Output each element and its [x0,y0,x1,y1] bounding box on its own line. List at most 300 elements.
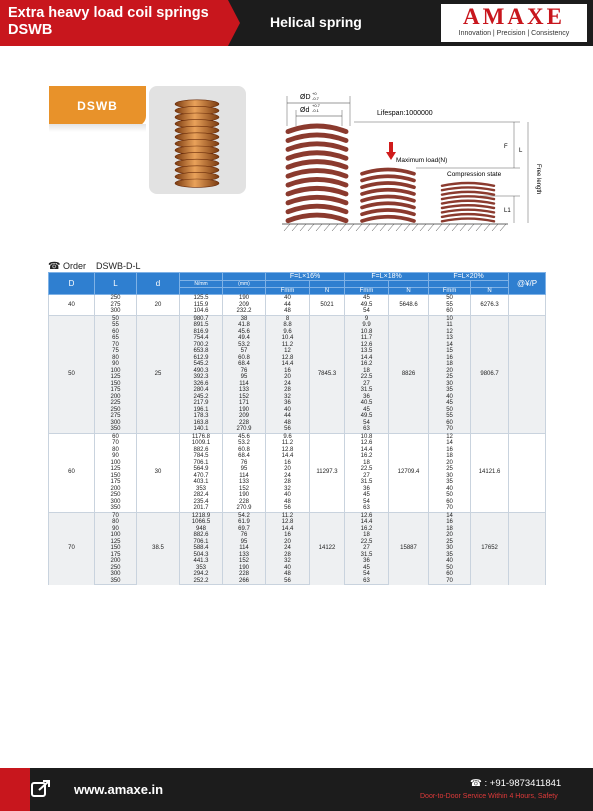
cell-fmm-18: 63 [345,505,389,512]
cell-length: 275 [95,413,137,420]
cell-length: 70 [95,512,137,519]
cell-max-deflection: 53.2 [223,342,266,349]
cell-fmm-20: 16 [429,355,471,362]
cell-length: 300 [95,571,137,578]
cell-fmm-20: 55 [429,413,471,420]
cell-fmm-16: 16 [266,460,310,467]
cell-spring-rate: 1218.9 [180,512,223,519]
cell-fmm-16: 24 [266,545,310,552]
cell-spring-rate: 245.2 [180,394,223,401]
cell-fmm-18: 9 [345,315,389,322]
cell-inner-diameter: 25 [137,315,180,433]
coil-turn [288,126,346,132]
cell-length: 75 [95,348,137,355]
cell-length: 150 [95,545,137,552]
cell-n-18: 15887 [389,512,429,585]
id-tol-top: +0.7 [312,103,320,108]
cell-inner-diameter: 30 [137,433,180,512]
col-header-n-20: N [471,288,509,295]
cell-fmm-18: 14.4 [345,355,389,362]
load-arrow-icon [386,142,396,160]
cell-max-deflection: 270.9 [223,426,266,433]
cell-max-deflection: 228 [223,499,266,506]
cell-fmm-16: 9.6 [266,433,310,440]
cell-fmm-20: 40 [429,558,471,565]
cell-max-deflection: 190 [223,492,266,499]
cell-fmm-16: 28 [266,387,310,394]
cell-fmm-18: 9.9 [345,322,389,329]
coil-turn [288,153,346,159]
cell-length: 300 [95,308,137,315]
od-tol-top: +0 [312,91,317,96]
cell-fmm-16: 32 [266,558,310,565]
cell-spring-rate: 653.8 [180,348,223,355]
cell-n-18: 5648.6 [389,295,429,316]
cell-fmm-20: 70 [429,578,471,585]
coil-turn [442,187,494,190]
page-footer [0,768,593,811]
cell-fmm-20: 18 [429,526,471,533]
footer-accent [0,768,30,811]
page-subtitle: Helical spring [270,14,362,30]
cell-fmm-18: 12.6 [345,342,389,349]
cell-max-deflection: 152 [223,558,266,565]
cell-max-deflection: 171 [223,400,266,407]
cell-fmm-20: 18 [429,453,471,460]
cell-fmm-20: 50 [429,295,471,302]
cell-fmm-20: 25 [429,539,471,546]
col-header-mm: (mm) [223,281,266,288]
cell-fmm-18: 18 [345,368,389,375]
cell-fmm-16: 11.2 [266,342,310,349]
cell-length: 90 [95,453,137,460]
cell-length: 150 [95,473,137,480]
cell-spring-rate: 784.5 [180,453,223,460]
cell-fmm-20: 14 [429,440,471,447]
compression-label: Compression state [447,171,502,178]
cell-fmm-20: 12 [429,433,471,440]
cell-fmm-16: 40 [266,492,310,499]
badge-shadow [49,124,146,132]
cell-fmm-18: 16.2 [345,453,389,460]
cell-fmm-16: 40 [266,295,310,302]
cell-fmm-20: 20 [429,368,471,375]
cell-n-16: 11297.3 [310,433,345,512]
cell-max-deflection: 190 [223,407,266,414]
cell-max-deflection: 53.2 [223,440,266,447]
cell-price [509,295,546,316]
spring-dimension-diagram [282,86,550,240]
cell-max-deflection: 114 [223,545,266,552]
cell-fmm-20: 12 [429,329,471,336]
cell-fmm-16: 48 [266,420,310,427]
cell-fmm-18: 12.6 [345,512,389,519]
cell-spring-rate: 504.3 [180,552,223,559]
cell-spring-rate: 1176.8 [180,433,223,440]
cell-fmm-16: 32 [266,394,310,401]
cell-fmm-16: 40 [266,407,310,414]
coil-turn [288,171,346,177]
cell-max-deflection: 95 [223,539,266,546]
cell-price [509,433,546,512]
cell-fmm-16: 14.4 [266,526,310,533]
cell-fmm-16: 9.6 [266,329,310,336]
spring-compressed-state [442,183,494,221]
cell-fmm-20: 14 [429,512,471,519]
cell-fmm-18: 27 [345,381,389,388]
cell-fmm-20: 20 [429,460,471,467]
lifespan-label: Lifespan:1000000 [377,110,433,117]
cell-length: 100 [95,460,137,467]
cell-spring-rate: 196.1 [180,407,223,414]
product-photo-card [149,86,246,194]
cell-fmm-20: 50 [429,565,471,572]
cell-fmm-18: 16.2 [345,526,389,533]
cell-max-deflection: 45.6 [223,329,266,336]
cell-length: 125 [95,466,137,473]
cell-fmm-18: 40.5 [345,400,389,407]
cell-fmm-16: 14.4 [266,453,310,460]
cell-fmm-20: 35 [429,387,471,394]
cell-inner-diameter: 38.5 [137,512,180,585]
col-header-group-16: F=L×16% [266,273,345,281]
cell-max-deflection: 61.9 [223,519,266,526]
cell-n-18: 12709.4 [389,433,429,512]
cell-fmm-18: 49.5 [345,413,389,420]
cell-fmm-20: 25 [429,374,471,381]
l1-label: L1 [504,208,511,214]
id-label: Ød [300,107,310,114]
cell-fmm-16: 28 [266,479,310,486]
l-label: L [519,148,523,154]
footer-website-link[interactable]: www.amaxe.in [74,782,164,797]
cell-fmm-20: 60 [429,499,471,506]
cell-fmm-16: 20 [266,539,310,546]
cell-fmm-20: 15 [429,348,471,355]
cell-length: 200 [95,394,137,401]
cell-max-deflection: 152 [223,394,266,401]
col-header-n-18: N [389,288,429,295]
cell-spring-rate: 588.4 [180,545,223,552]
cell-max-deflection: 76 [223,368,266,375]
col-header-rate: N/mm [180,281,223,288]
cell-spring-rate: 125.5 [180,295,223,302]
cell-spring-rate: 163.8 [180,420,223,427]
cell-fmm-16: 11.2 [266,512,310,519]
cell-fmm-16: 24 [266,381,310,388]
cell-length: 90 [95,526,137,533]
cell-fmm-16: 56 [266,426,310,433]
col-header-fmm-18: Fmm [345,288,389,295]
cell-max-deflection: 152 [223,486,266,493]
cell-max-deflection: 95 [223,374,266,381]
spring-max-load-state [362,170,414,221]
cell-fmm-18: 54 [345,308,389,315]
spec-table-wrapper [48,272,545,585]
cell-length: 200 [95,486,137,493]
cell-fmm-18: 22.5 [345,466,389,473]
coil-turn [362,217,414,221]
col-header-fmm-16: Fmm [266,288,310,295]
cell-length: 80 [95,447,137,454]
cell-max-deflection: 209 [223,413,266,420]
coil-turn [362,190,414,194]
cell-spring-rate: 754.4 [180,335,223,342]
cell-length: 100 [95,532,137,539]
cell-n-16: 7845.3 [310,315,345,433]
cell-fmm-20: 35 [429,479,471,486]
cell-fmm-20: 35 [429,552,471,559]
title-line-2: DSWB [8,22,53,38]
cell-length: 175 [95,387,137,394]
cell-length: 175 [95,552,137,559]
product-badge: DSWB [49,86,146,126]
cell-max-deflection: 133 [223,479,266,486]
coil-turn [442,205,494,208]
cell-length: 125 [95,374,137,381]
cell-fmm-20: 16 [429,447,471,454]
cell-fmm-18: 31.5 [345,552,389,559]
cell-fmm-20: 40 [429,486,471,493]
max-load-label: Maximum load(N) [396,157,448,164]
coil-turn [362,203,414,207]
cell-fmm-16: 24 [266,473,310,480]
cell-fmm-18: 22.5 [345,539,389,546]
order-code: DSWB-D-L [96,261,141,271]
cell-fmm-18: 22.5 [345,374,389,381]
order-label: Order [62,261,86,271]
order-code-line [48,261,141,272]
cell-spring-rate: 252.2 [180,578,223,585]
cell-length: 300 [95,499,137,506]
cell-spring-rate: 217.9 [180,400,223,407]
cell-fmm-16: 48 [266,499,310,506]
cell-fmm-18: 54 [345,499,389,506]
cell-spring-rate: 882.6 [180,447,223,454]
cell-max-deflection: 190 [223,295,266,302]
logo-tagline: Innovation | Precision | Consistency [458,30,570,37]
cell-price [509,512,546,585]
cell-fmm-18: 11.7 [345,335,389,342]
cell-fmm-18: 45 [345,407,389,414]
cell-max-deflection: 114 [223,381,266,388]
cell-fmm-18: 45 [345,295,389,302]
cell-spring-rate: 178.3 [180,413,223,420]
coil-turn [288,197,346,203]
cell-max-deflection: 232.2 [223,308,266,315]
cell-length: 300 [95,420,137,427]
cell-max-deflection: 228 [223,571,266,578]
coil-turn [362,183,414,187]
cell-fmm-16: 12.8 [266,355,310,362]
cell-length: 90 [95,361,137,368]
cell-max-deflection: 38 [223,315,266,322]
col-header-group-20: F=L×20% [429,273,509,281]
cell-n-20: 14121.6 [471,433,509,512]
cell-length: 200 [95,558,137,565]
cell-max-deflection: 68.4 [223,361,266,368]
cell-spring-rate: 816.9 [180,329,223,336]
cell-length: 80 [95,519,137,526]
coil-turn [288,144,346,150]
cell-fmm-20: 30 [429,381,471,388]
cell-length: 125 [95,539,137,546]
cell-n-16: 14122 [310,512,345,585]
cell-max-deflection: 60.8 [223,355,266,362]
cell-spring-rate: 392.3 [180,374,223,381]
cell-fmm-18: 31.5 [345,479,389,486]
cell-length: 60 [95,433,137,440]
coil-turn [288,215,346,221]
cell-outer-diameter: 70 [49,512,95,585]
share-icon[interactable] [30,778,52,800]
cell-spring-rate: 980.7 [180,315,223,322]
cell-spring-rate: 280.4 [180,387,223,394]
cell-max-deflection: 190 [223,565,266,572]
cell-length: 65 [95,335,137,342]
cell-fmm-18: 63 [345,578,389,585]
cell-max-deflection: 41.8 [223,322,266,329]
cell-max-deflection: 76 [223,460,266,467]
cell-fmm-16: 48 [266,571,310,578]
cell-length: 70 [95,342,137,349]
coil-turn [288,162,346,168]
cell-fmm-16: 44 [266,413,310,420]
cell-fmm-20: 30 [429,473,471,480]
cell-fmm-16: 48 [266,308,310,315]
cell-n-20: 9806.7 [471,315,509,433]
cell-fmm-20: 11 [429,322,471,329]
coil-turn [442,192,494,195]
table-row [49,295,546,302]
cell-fmm-16: 8.8 [266,322,310,329]
cell-max-deflection: 209 [223,302,266,309]
col-header-d-outer: D [49,273,95,295]
cell-length: 275 [95,302,137,309]
footer-phone[interactable]: ☎ : +91-9873411841 [470,778,562,789]
cell-length: 250 [95,565,137,572]
table-row [49,433,546,440]
brand-logo[interactable] [441,4,587,42]
cell-length: 50 [95,315,137,322]
cell-max-deflection: 54.2 [223,512,266,519]
cell-fmm-20: 25 [429,466,471,473]
cell-length: 350 [95,505,137,512]
cell-outer-diameter: 40 [49,295,95,316]
od-tol-bottom: -0.7 [312,96,319,101]
coil-turn [175,179,219,187]
cell-outer-diameter: 50 [49,315,95,433]
cell-fmm-16: 8 [266,315,310,322]
cell-spring-rate: 353 [180,565,223,572]
coil-turn [442,196,494,199]
cell-length: 175 [95,479,137,486]
spring-free-state [288,126,346,221]
cell-fmm-18: 31.5 [345,387,389,394]
cell-fmm-16: 36 [266,400,310,407]
ground-hatch [284,224,506,231]
cell-spring-rate: 1009.1 [180,440,223,447]
cell-spring-rate: 235.4 [180,499,223,506]
cell-fmm-18: 54 [345,420,389,427]
cell-spring-rate: 612.9 [180,355,223,362]
cell-fmm-16: 20 [266,374,310,381]
cell-fmm-20: 18 [429,361,471,368]
cell-fmm-16: 32 [266,486,310,493]
cell-fmm-20: 45 [429,400,471,407]
cell-fmm-20: 60 [429,420,471,427]
spec-table [48,272,546,585]
cell-fmm-20: 40 [429,394,471,401]
cell-spring-rate: 104.6 [180,308,223,315]
cell-fmm-16: 12.8 [266,447,310,454]
cell-spring-rate: 294.2 [180,571,223,578]
f-label: F [504,144,508,150]
cell-fmm-20: 60 [429,571,471,578]
coil-turn [362,197,414,201]
cell-fmm-18: 27 [345,473,389,480]
cell-spring-rate: 470.7 [180,473,223,480]
cell-fmm-18: 63 [345,426,389,433]
cell-spring-rate: 326.6 [180,381,223,388]
cell-spring-rate: 706.1 [180,460,223,467]
coil-turn [442,201,494,204]
cell-n-18: 8826 [389,315,429,433]
cell-fmm-16: 16 [266,368,310,375]
col-header-group-18: F=L×18% [345,273,429,281]
col-header-length: L [95,273,137,295]
cell-fmm-16: 10.4 [266,335,310,342]
coil-turn [288,206,346,212]
cell-length: 70 [95,440,137,447]
phone-icon: ☎ [470,778,482,789]
cell-max-deflection: 57 [223,348,266,355]
coil-turn [442,183,494,186]
coil-turn [362,170,414,174]
cell-fmm-20: 16 [429,519,471,526]
cell-fmm-16: 28 [266,552,310,559]
cell-fmm-18: 45 [345,565,389,572]
phone-icon: ☎ [48,261,61,272]
cell-n-16: 5021 [310,295,345,316]
cell-fmm-18: 54 [345,571,389,578]
cell-outer-diameter: 60 [49,433,95,512]
cell-fmm-18: 16.2 [345,361,389,368]
id-tol-bottom: -0.1 [312,108,319,113]
cell-fmm-18: 13.5 [345,348,389,355]
coil-spring-photo [169,94,225,189]
coil-turn [362,210,414,214]
col-header-n-16: N [310,288,345,295]
logo-wordmark: AMAXE [463,4,565,29]
cell-fmm-16: 14.4 [266,361,310,368]
cell-spring-rate: 490.3 [180,368,223,375]
cell-fmm-18: 49.5 [345,302,389,309]
cell-fmm-20: 10 [429,315,471,322]
cell-fmm-16: 40 [266,565,310,572]
cell-fmm-16: 44 [266,302,310,309]
cell-fmm-18: 18 [345,460,389,467]
coil-turn [288,179,346,185]
cell-spring-rate: 441.3 [180,558,223,565]
cell-max-deflection: 69.7 [223,526,266,533]
cell-fmm-18: 18 [345,532,389,539]
cell-length: 250 [95,407,137,414]
footer-phone-number: +91-9873411841 [489,778,562,789]
cell-fmm-16: 16 [266,532,310,539]
cell-length: 80 [95,355,137,362]
table-row [49,315,546,322]
